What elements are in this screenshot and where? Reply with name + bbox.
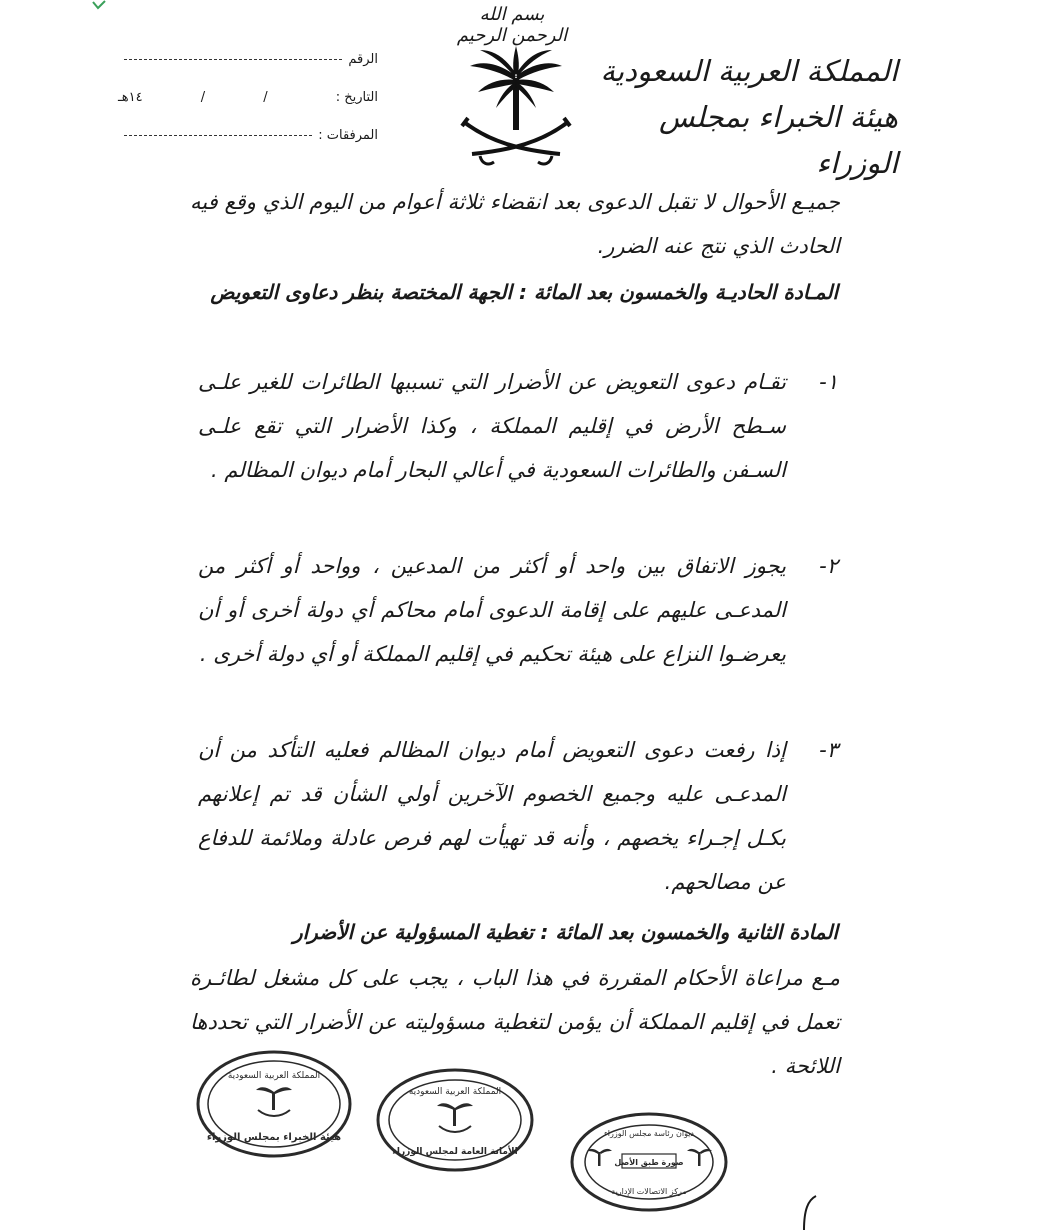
true-copy-stamp xyxy=(570,1112,728,1212)
item-text: تقـام دعوى التعويض عن الأضرار التي تسببها الطائرات للغير علـى سـطح الأرض في إقليم المملكة ، وكذا الأضرار التي تقع علـى السـفن والطائرات السعودية في أعالي البحار أمام ديوان المظالم . xyxy=(198,370,786,482)
attachments-line xyxy=(124,135,312,136)
stamp3-bottom-text: مركز الاتصالات الإدارية xyxy=(611,1187,687,1196)
list-item xyxy=(198,728,838,904)
number-line xyxy=(124,59,342,60)
intro-paragraph: جميـع الأحوال لا تقبل الدعوى بعد انقضاء ثلاثة أعوام من اليوم الذي وقع فيه الحادث الذي نتج عنه الضرر. xyxy=(190,190,840,258)
stamp-seal-icon xyxy=(376,1068,534,1172)
attachments-row xyxy=(118,116,378,154)
item-number: ١- xyxy=(819,370,838,394)
item-text: يجوز الاتفاق بين واحد أو أكثر من المدعين ، وواحد أو أكثر من المدعـى عليهم على إقامة الدعوى أمام محاكم أي دولة أخرى أو أن يعرضـوا النزاع على هيئة تحكيم في إقليم المملكة أو أي دولة أخرى . xyxy=(198,554,786,666)
list-item xyxy=(198,544,838,676)
item-number: ٢- xyxy=(819,554,838,578)
experts-commission-stamp xyxy=(196,1050,352,1158)
corner-check-mark xyxy=(92,0,106,10)
stamp1-bottom-text: هيئة الخبراء بمجلس الوزراء xyxy=(206,1132,342,1143)
page-corner-mark xyxy=(792,1194,822,1231)
stamp1-top-text: المملكة العربية السعودية xyxy=(227,1071,321,1081)
kingdom-name: المملكة العربية السعودية xyxy=(600,54,898,88)
date-slash: / xyxy=(263,89,268,105)
number-label: الرقم xyxy=(348,51,378,67)
item-text: إذا رفعت دعوى التعويض أمام ديوان المظالم فعليه التأكد من أن المدعـى عليه وجميع الخصوم الآخرين أولي الشأن قد تم إعلانهم بكـل إجـراء يخصهم ، وأنه قد تهيأت لهم فرص عادلة وملائمة للدفاع عن مصالحهم. xyxy=(198,738,786,894)
stamp3-middle-text: صورة طبق الأصل xyxy=(614,1158,684,1167)
stamp2-top-text: المملكة العربية السعودية xyxy=(408,1087,502,1097)
date-label: التاريخ : xyxy=(335,89,378,105)
reference-fields xyxy=(118,40,378,154)
date-fill xyxy=(118,90,336,105)
closing-paragraph: مـع مراعاة الأحكام المقررة في هذا الباب ، يجب على كل مشغل لطائـرة تعمل في إقليم المملكة أن يؤمن لتغطية مسؤوليته عن الأضرار التي تحددها اللائحة . xyxy=(190,966,840,1078)
general-secretariat-stamp xyxy=(376,1068,534,1172)
attachments-label: المرفقات : xyxy=(318,127,378,143)
stamp2-bottom-text: الأمانة العامة لمجلس الوزراء xyxy=(392,1147,518,1157)
article-151-heading: المـادة الحاديـة والخمسون بعد المائة : الجهة المختصة بنظر دعاوى التعويض xyxy=(210,280,838,304)
date-suffix: ١٤هـ xyxy=(118,89,143,105)
list-item xyxy=(198,360,838,492)
stamp3-top-text: ديوان رئاسة مجلس الوزراء xyxy=(604,1129,694,1138)
article-152-heading: المادة الثانية والخمسون بعد المائة : تغطية المسؤولية عن الأضرار xyxy=(292,920,838,944)
stamp-seal-icon xyxy=(570,1112,728,1212)
authority-name: هيئة الخبراء بمجلس الوزراء xyxy=(659,100,898,180)
date-slash: / xyxy=(200,89,206,105)
number-row xyxy=(118,40,378,78)
stamp-seal-icon xyxy=(196,1050,352,1158)
basmala: بسم الله الرحمن الرحيم xyxy=(456,4,568,46)
saudi-emblem-icon xyxy=(460,46,572,176)
date-row xyxy=(118,78,378,116)
item-number: ٣- xyxy=(819,738,838,762)
issuer-block xyxy=(598,48,898,186)
